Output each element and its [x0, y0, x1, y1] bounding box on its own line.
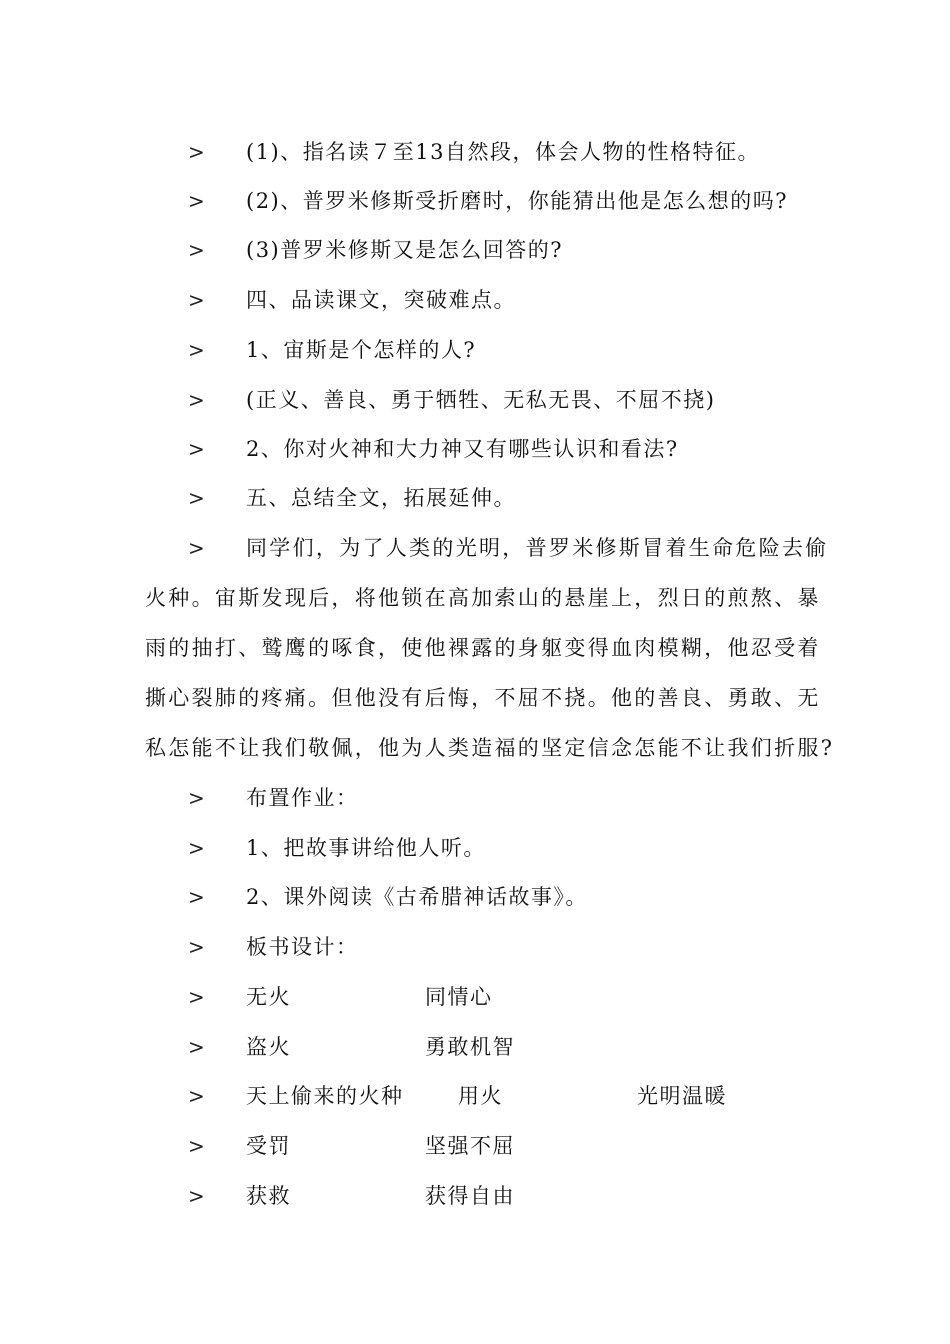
board-left-cell: 无火 — [246, 985, 291, 1009]
paragraph-first-line — [0, 538, 950, 588]
board-left-cell: 天上偷来的火种 — [246, 1084, 404, 1108]
board-row — [0, 987, 950, 1037]
board-row — [0, 1136, 950, 1186]
list-item — [0, 290, 950, 340]
section-heading: 五、总结全文，拓展延伸。 — [246, 486, 516, 510]
bullet-marker-icon: > — [188, 388, 205, 412]
board-left-cell: 受罚 — [246, 1134, 291, 1158]
bullet-marker-icon: > — [188, 288, 205, 312]
list-item — [0, 488, 950, 538]
paragraph-line-text: 撕心裂肺的疼痛。但他没有后悔，不屈不挠。他的善良、勇敢、无 — [145, 686, 821, 710]
bullet-marker-icon: > — [188, 836, 205, 860]
bullet-marker-icon: > — [188, 1084, 205, 1108]
bullet-marker-icon: > — [188, 437, 205, 461]
list-item-text: 2、课外阅读《古希腊神话故事》。 — [246, 885, 588, 909]
bullet-marker-icon: > — [188, 885, 205, 909]
bullet-marker-icon: > — [188, 1134, 205, 1158]
bullet-marker-icon: > — [188, 786, 205, 810]
list-item — [0, 142, 950, 192]
list-item-text: 1、把故事讲给他人听。 — [246, 836, 486, 860]
paragraph-line — [0, 638, 950, 688]
section-heading: 布置作业： — [246, 786, 359, 810]
list-item-text: (3)普罗米修斯又是怎么回答的? — [246, 238, 564, 262]
board-row — [0, 1037, 950, 1087]
board-right-cell: 光明温暖 — [637, 1084, 727, 1108]
list-item — [0, 887, 950, 937]
list-item — [0, 191, 950, 241]
section-heading: 板书设计： — [246, 935, 359, 959]
list-item-text: 1、宙斯是个怎样的人? — [246, 338, 477, 362]
bullet-marker-icon: > — [188, 985, 205, 1009]
list-item — [0, 937, 950, 987]
bullet-marker-icon: > — [188, 338, 205, 362]
board-right-cell: 同情心 — [425, 985, 493, 1009]
board-row — [0, 1186, 950, 1236]
board-right-cell: 获得自由 — [425, 1184, 515, 1208]
bullet-marker-icon: > — [188, 238, 205, 262]
bullet-marker-icon: > — [188, 935, 205, 959]
board-row — [0, 1086, 950, 1136]
list-item-text: (正义、善良、勇于牺牲、无私无畏、不屈不挠) — [246, 388, 716, 412]
paragraph-line-text: 私怎能不让我们敬佩，他为人类造福的坚定信念怎能不让我们折服? — [145, 736, 835, 760]
bullet-marker-icon: > — [188, 140, 205, 164]
paragraph-line — [0, 738, 950, 788]
list-item — [0, 788, 950, 838]
paragraph-line — [0, 688, 950, 738]
bullet-marker-icon: > — [188, 1184, 205, 1208]
list-item — [0, 240, 950, 290]
list-item-text: (1)、指名读７至13自然段，体会人物的性格特征。 — [246, 140, 760, 164]
bullet-marker-icon: > — [188, 486, 205, 510]
list-item-text: (2)、普罗米修斯受折磨时，你能猜出他是怎么想的吗? — [246, 189, 789, 213]
list-item — [0, 390, 950, 440]
paragraph-line: 同学们，为了人类的光明，普罗米修斯冒着生命危险去偷 — [246, 536, 829, 560]
board-left-cell: 盗火 — [246, 1035, 291, 1059]
list-item — [0, 340, 950, 390]
bullet-marker-icon: > — [188, 536, 205, 560]
list-item — [0, 439, 950, 489]
list-item-text: 2、你对火神和大力神又有哪些认识和看法? — [246, 437, 679, 461]
paragraph-line-text: 火种。宙斯发现后，将他锁在高加索山的悬崖上，烈日的煎熬、暴 — [145, 586, 821, 610]
board-right-cell: 坚强不屈 — [425, 1134, 515, 1158]
board-middle-cell: 用火 — [458, 1084, 503, 1108]
section-heading: 四、品读课文，突破难点。 — [246, 288, 516, 312]
paragraph-line-text: 雨的抽打、鹫鹰的啄食，使他裸露的身躯变得血肉模糊，他忍受着 — [145, 636, 821, 660]
board-right-cell: 勇敢机智 — [425, 1035, 515, 1059]
board-left-cell: 获救 — [246, 1184, 291, 1208]
bullet-marker-icon: > — [188, 1035, 205, 1059]
bullet-marker-icon: > — [188, 189, 205, 213]
list-item — [0, 838, 950, 888]
paragraph-line — [0, 588, 950, 638]
